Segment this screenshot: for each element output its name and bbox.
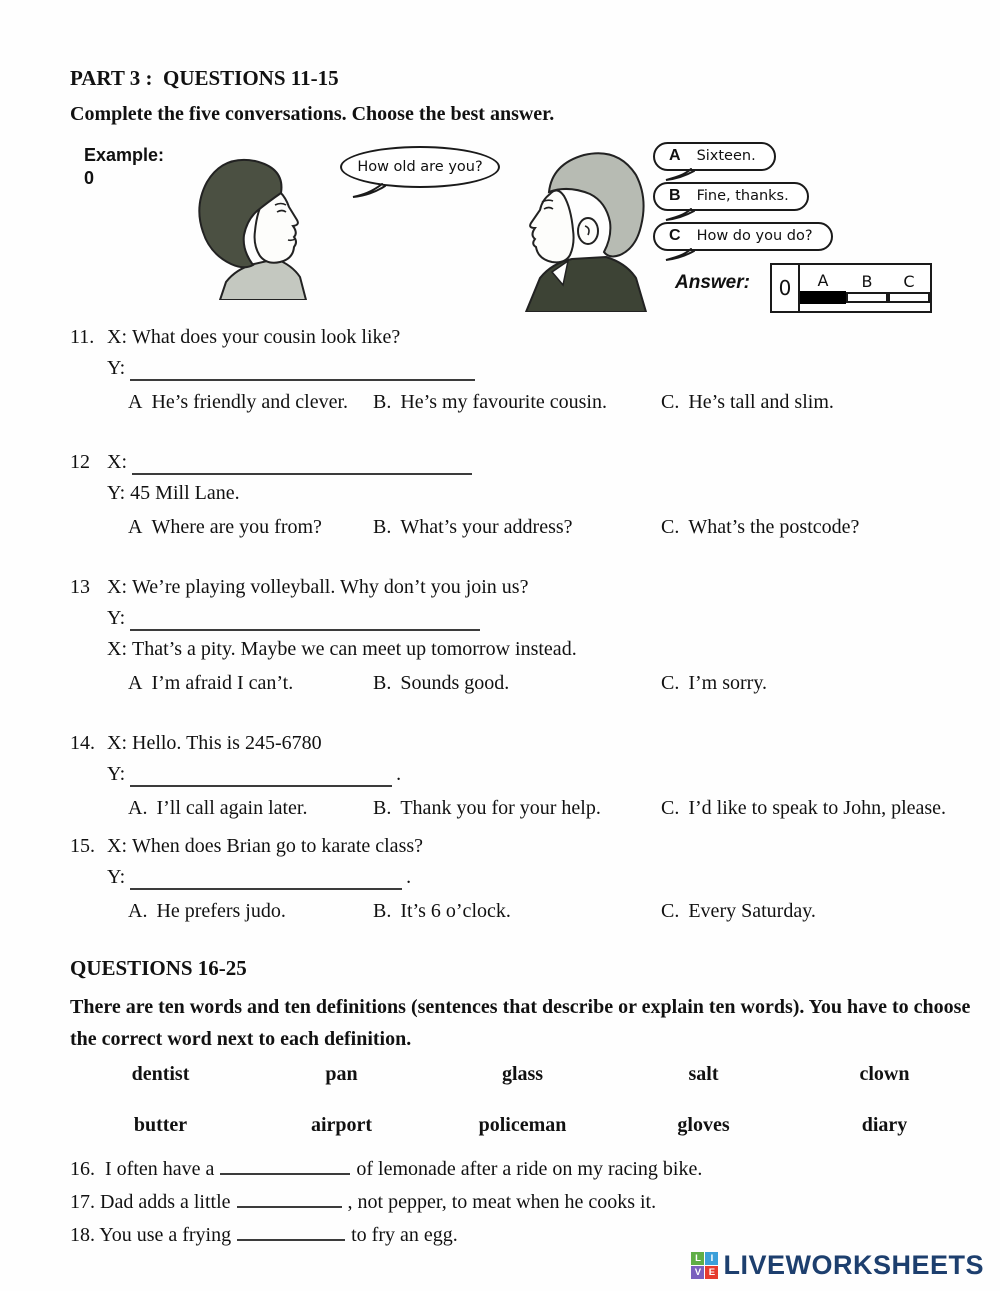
example-number: 0 xyxy=(84,167,95,188)
option-label: B. xyxy=(373,797,392,819)
question-line xyxy=(70,634,975,665)
logo-letter-cell: E xyxy=(705,1266,718,1279)
speaker-label: X: xyxy=(107,576,127,598)
speech-tail-icon xyxy=(665,208,695,222)
line-suffix: . xyxy=(406,866,412,888)
question-line xyxy=(70,862,975,893)
options-row xyxy=(128,387,975,417)
word-bank-row xyxy=(70,1114,975,1137)
section-title: QUESTIONS 16-25 xyxy=(70,956,247,980)
answer-choice-letter: A xyxy=(817,271,829,290)
option-label: C. xyxy=(661,797,680,819)
part-instruction: Complete the five conversations. Choose the best answer. xyxy=(70,103,555,125)
worksheet-content xyxy=(70,66,975,1252)
liveworksheets-logo[interactable] xyxy=(691,1250,984,1281)
option-item[interactable] xyxy=(128,793,373,823)
word-item: clown xyxy=(859,1063,910,1085)
option-text: I’d like to speak to John, please. xyxy=(688,797,947,819)
option-text: I’m afraid I can’t. xyxy=(151,672,294,694)
question-number: 15. xyxy=(70,835,95,857)
options-row xyxy=(128,668,975,698)
speaker-label: X: xyxy=(107,638,127,660)
option-item[interactable] xyxy=(661,512,975,542)
fill-prefix: 17. Dad adds a little xyxy=(70,1191,231,1213)
word-item: salt xyxy=(688,1063,719,1085)
fill-blank[interactable] xyxy=(237,1190,342,1208)
section-instruction: There are ten words and ten definitions (sentences that describe or explain ten words). You have to choose the correct word next to each definition. xyxy=(70,996,971,1050)
answer-blank[interactable] xyxy=(130,361,475,381)
option-label: A. xyxy=(128,900,148,922)
question-text: We’re playing volleyball. Why don’t you join us? xyxy=(132,576,529,598)
question-text: 45 Mill Lane. xyxy=(130,482,240,504)
example-label xyxy=(84,144,164,189)
fill-blank[interactable] xyxy=(237,1223,345,1241)
question-number: 13 xyxy=(70,576,90,598)
word-item: dentist xyxy=(131,1063,190,1085)
fill-blank[interactable] xyxy=(220,1157,350,1175)
option-item[interactable] xyxy=(128,668,373,698)
option-label: B. xyxy=(373,391,392,413)
option-label: C. xyxy=(661,900,680,922)
option-label: B. xyxy=(373,516,392,538)
option-item[interactable] xyxy=(373,387,661,417)
brand-name: LIVEWORKSHEETS xyxy=(723,1250,984,1280)
example-label-text: Example: xyxy=(84,145,165,165)
speaker-label: Y: xyxy=(107,357,126,379)
option-text: Where are you from? xyxy=(151,516,322,538)
options-row xyxy=(128,793,975,823)
speaker-label: X: xyxy=(107,451,127,473)
speaker-label: Y: xyxy=(107,607,126,629)
fill-questions xyxy=(70,1153,975,1252)
fill-suffix: to fry an egg. xyxy=(351,1224,458,1246)
bubble-letter: C xyxy=(669,227,681,244)
word-item: pan xyxy=(325,1063,358,1085)
word-item: glass xyxy=(501,1063,544,1085)
question-speech-bubble xyxy=(340,146,500,188)
answer-choice xyxy=(846,274,888,303)
fill-suffix: of lemonade after a ride on my racing bike. xyxy=(356,1158,703,1180)
word-bank-row xyxy=(70,1063,975,1086)
line-suffix: . xyxy=(396,763,402,785)
question-line xyxy=(70,603,975,634)
option-label: C. xyxy=(661,672,680,694)
part-title: PART 3 : QUESTIONS 11-15 xyxy=(70,66,339,90)
word-item: policeman xyxy=(478,1114,567,1136)
question-number: 14. xyxy=(70,732,95,754)
option-item[interactable] xyxy=(373,896,661,926)
question-block xyxy=(70,322,975,417)
answer-box xyxy=(770,263,932,313)
logo-letter-cell: L xyxy=(691,1252,704,1265)
option-item[interactable] xyxy=(661,387,975,417)
answer-choice-letter: B xyxy=(861,272,873,291)
bubble-text: Fine, thanks. xyxy=(696,188,789,204)
example-answer-bubble xyxy=(653,142,776,171)
option-item[interactable] xyxy=(661,668,975,698)
question-text: When does Brian go to karate class? xyxy=(132,835,424,857)
option-text: Sounds good. xyxy=(400,672,510,694)
answer-blank[interactable] xyxy=(130,611,480,631)
question-text: Hello. This is 245-6780 xyxy=(132,732,322,754)
question-bubble-text: How old are you? xyxy=(357,159,483,175)
options-row xyxy=(128,512,975,542)
option-text: He prefers judo. xyxy=(156,900,286,922)
questions-list xyxy=(70,322,975,926)
speaker-label: Y: xyxy=(107,482,126,504)
option-item[interactable] xyxy=(373,793,661,823)
question-text: That’s a pity. Maybe we can meet up tomorrow instead. xyxy=(132,638,577,660)
bubble-text: Sixteen. xyxy=(696,148,756,164)
option-text: He’s my favourite cousin. xyxy=(400,391,607,413)
option-item[interactable] xyxy=(661,793,975,823)
speaker-label: X: xyxy=(107,835,127,857)
question-line xyxy=(70,447,975,478)
fill-prefix: 18. You use a frying xyxy=(70,1224,232,1246)
option-text: Every Saturday. xyxy=(688,900,816,922)
speech-tail-icon xyxy=(665,168,695,182)
option-label: A xyxy=(128,672,143,694)
speaker-label: X: xyxy=(107,732,127,754)
option-text: He’s tall and slim. xyxy=(688,391,834,413)
option-text: It’s 6 o’clock. xyxy=(400,900,511,922)
speech-tail-icon xyxy=(665,248,695,262)
question-number: 12 xyxy=(70,451,90,473)
answer-choice-bar xyxy=(846,292,888,303)
question-block xyxy=(70,728,975,823)
option-label: B. xyxy=(373,672,392,694)
bubble-letter: A xyxy=(669,147,681,164)
option-text: Thank you for your help. xyxy=(400,797,601,819)
option-item[interactable] xyxy=(128,512,373,542)
answer-choice-bar xyxy=(888,292,930,303)
question-block xyxy=(70,831,975,926)
question-line xyxy=(70,322,975,353)
logo-letter-cell: I xyxy=(705,1252,718,1265)
option-text: What’s your address? xyxy=(400,516,573,538)
option-label: A xyxy=(128,516,143,538)
question-block xyxy=(70,447,975,542)
answer-choice-letter: C xyxy=(903,272,915,291)
question-line xyxy=(70,572,975,603)
option-label: C. xyxy=(661,516,680,538)
bubble-letter: B xyxy=(669,187,681,204)
option-label: A. xyxy=(128,797,148,819)
option-label: B. xyxy=(373,900,392,922)
woman-head-illustration xyxy=(190,148,340,300)
option-item[interactable] xyxy=(128,896,373,926)
bubble-text: How do you do? xyxy=(696,228,813,244)
answer-label: Answer: xyxy=(675,272,750,293)
question-block xyxy=(70,572,975,698)
option-text: I’m sorry. xyxy=(688,672,768,694)
question-line xyxy=(70,478,975,509)
speaker-label: Y: xyxy=(107,763,126,785)
option-label: A xyxy=(128,391,143,413)
answer-choice xyxy=(800,273,846,304)
answer-blank[interactable] xyxy=(130,870,402,890)
fill-question xyxy=(70,1219,975,1252)
word-bank xyxy=(70,1063,975,1137)
word-item: butter xyxy=(133,1114,188,1136)
liveworksheets-logo-icon xyxy=(691,1252,718,1279)
word-item: diary xyxy=(861,1114,908,1136)
example-answer-bubble xyxy=(653,182,809,211)
question-line xyxy=(70,353,975,384)
example-answer-bubbles xyxy=(653,142,833,251)
answer-box-choices xyxy=(800,265,930,311)
fill-prefix: 16. I often have a xyxy=(70,1158,215,1180)
option-label: C. xyxy=(661,391,680,413)
fill-question xyxy=(70,1186,975,1219)
answer-blank[interactable] xyxy=(130,767,392,787)
answer-blank[interactable] xyxy=(132,455,472,475)
fill-suffix: , not pepper, to meat when he cooks it. xyxy=(347,1191,657,1213)
question-number: 11. xyxy=(70,326,95,348)
option-item[interactable] xyxy=(373,512,661,542)
answer-box-number: 0 xyxy=(772,265,800,311)
option-item[interactable] xyxy=(128,387,373,417)
example-answer-bubble xyxy=(653,222,833,251)
question-line xyxy=(70,759,975,790)
option-item[interactable] xyxy=(661,896,975,926)
question-line xyxy=(70,728,975,759)
word-item: airport xyxy=(310,1114,373,1136)
fill-question xyxy=(70,1153,975,1186)
answer-choice xyxy=(888,274,930,303)
option-item[interactable] xyxy=(373,668,661,698)
question-text: What does your cousin look like? xyxy=(132,326,401,348)
word-item: gloves xyxy=(677,1114,730,1136)
option-text: What’s the postcode? xyxy=(688,516,860,538)
option-text: He’s friendly and clever. xyxy=(151,391,349,413)
question-line xyxy=(70,831,975,862)
man-head-illustration xyxy=(500,138,660,312)
answer-choice-bar xyxy=(800,291,846,304)
logo-letter-cell: V xyxy=(691,1266,704,1279)
options-row xyxy=(128,896,975,926)
speech-tail-icon xyxy=(352,183,386,199)
example-figure xyxy=(70,142,975,312)
speaker-label: Y: xyxy=(107,866,126,888)
speaker-label: X: xyxy=(107,326,127,348)
option-text: I’ll call again later. xyxy=(156,797,308,819)
